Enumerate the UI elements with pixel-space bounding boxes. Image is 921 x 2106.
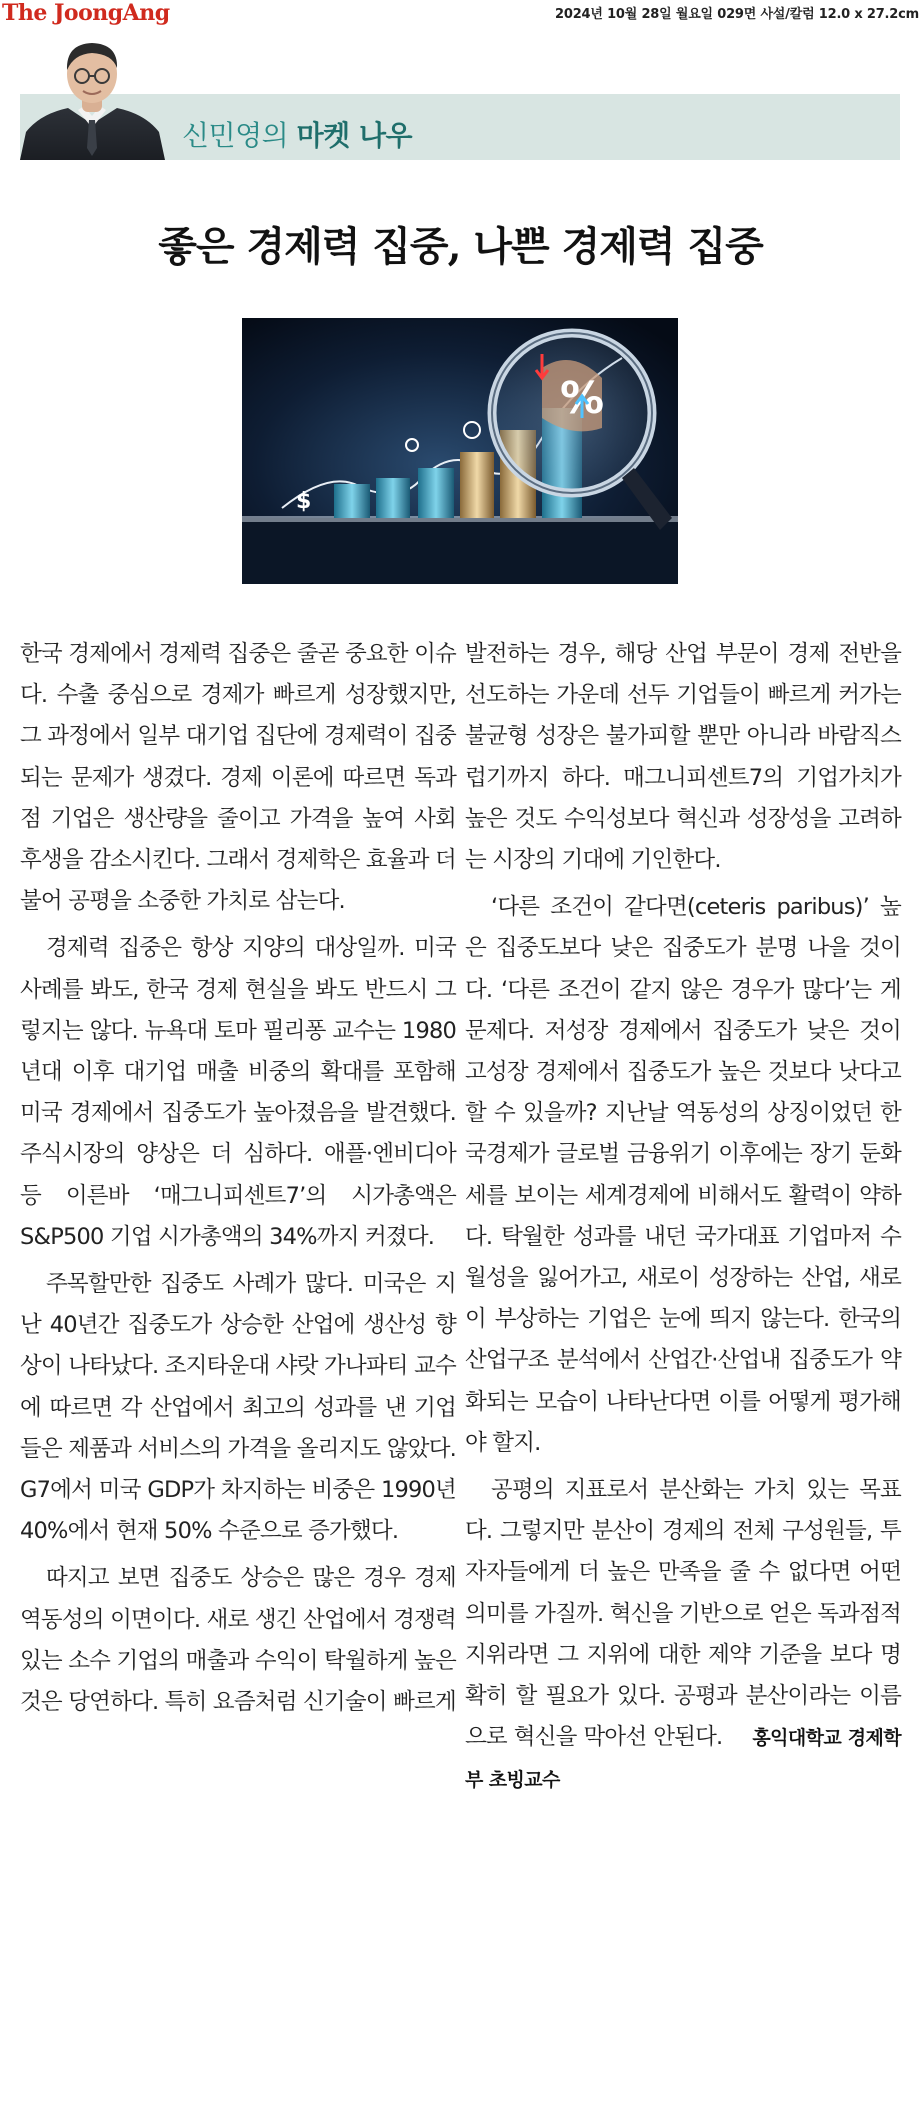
column-name — [182, 114, 412, 154]
paragraph: 주목할만한 집중도 사례가 많다. 미국은 지난 40년간 집중도가 상승한 산업에 생산성 향상이 나타났다. 조지타운대 샤랏 가나파티 교수에 따르면 각 산업에서 최고의 성과를 낸 기업들은 제품과 서비스의 가격을 올리지도 않았다. G7에서 미국 GDP가 차지하는 비중은 1990년 40%에서 현재 50% 수준으로 증가했다. — [20, 1271, 456, 1545]
author-prefix: 신민영의 — [182, 119, 297, 152]
paragraph: 경제력 집중은 항상 지양의 대상일까. 미국 사례를 봐도, 한국 경제 현실을 봐도 반드시 그렇지는 않다. 뉴욕대 토마 필리퐁 교수는 1980년대 이후 대기업 매출 비중의 확대를 포함해 미국 경제에서 집중도가 높아졌음을 발견했다. 주식시장의 양상은 더 심하다. 애플·엔비디아 등 이른바 ‘매그니피센트7’의 시가총액은 S&P500 기업 시가총액의 34%까지 커졌다. — [20, 935, 456, 1250]
newspaper-logo: The JoongAng — [2, 0, 170, 26]
paragraph: 따지고 보면 집중도 상승은 많은 경우 경제 역동성의 이면이다. 새로 생긴 산업에서 경쟁력 있는 소수 기업의 매출과 수익이 탁월하게 높은 것은 당연하다. 특히 요즘처럼 신기술이 빠르게 — [20, 1565, 456, 1716]
headline: 좋은 경제력 집중, 나쁜 경제력 집중 — [158, 223, 763, 270]
author-portrait — [20, 28, 165, 160]
masthead — [0, 0, 921, 30]
column-title: 마켓 나우 — [296, 119, 413, 152]
dateline: 2024년 10월 28일 월요일 029면 사설/칼럼 12.0 x 27.2cm — [555, 7, 919, 22]
body-column-left — [20, 634, 456, 1729]
paragraph — [465, 1470, 901, 1802]
dollar-symbol: $ — [296, 489, 312, 514]
paragraph: ‘다른 조건이 같다면(ceteris paribus)’ 높은 집중도보다 낮은 집중도가 분명 나을 것이다. ‘다른 조건이 같지 않은 경우가 많다’는 게 문제다. 저성장 경제에서 집중도가 낮은 것이 고성장 경제에서 집중도가 높은 것보다 낫다고 할 수 있을까? 지난날 역동성의 상징이었던 한국경제가 글로벌 금융위기 이후에는 장기 둔화세를 보이는 세계경제에 비해서도 활력이 약하다. 탁월한 성과를 내던 국가대표 기업마저 수월성을 잃어가고, 새로이 성장하는 산업, 새로이 부상하는 기업은 눈에 띄지 않는다. 한국의 산업구조 분석에서 산업간·산업내 집중도가 약화되는 모습이 나타난다면 이를 어떻게 평가해야 할지. — [465, 894, 901, 1456]
author-byline: 홍익대학교 경제학부 초빙교수 — [465, 1727, 901, 1792]
body-column-right — [465, 634, 901, 1808]
paragraph: 한국 경제에서 경제력 집중은 줄곧 중요한 이슈다. 수출 중심으로 경제가 빠르게 성장했지만, 그 과정에서 일부 대기업 집단에 경제력이 집중되는 문제가 생겼다. 경제 이론에 따르면 독과점 기업은 생산량을 줄이고 가격을 높여 사회 후생을 감소시킨다. 그래서 경제학은 효율과 더불어 공평을 소중한 가치로 삼는다. — [20, 641, 456, 915]
paragraph-text: 공평의 지표로서 분산화는 가치 있는 목표다. 그렇지만 분산이 경제의 전체 구성원들, 투자자들에게 더 높은 만족을 줄 수 없다면 어떤 의미를 가질까. 혁신을 기반으로 얻은 독과점적 지위라면 그 지위에 대한 제약 기준을 보다 명확히 할 필요가 있다. 공평과 분산이라는 이름으로 혁신을 막아선 안된다. — [465, 1477, 901, 1751]
paragraph: 발전하는 경우, 해당 산업 부문이 경제 전반을 선도하는 가운데 선두 기업들이 빠르게 커가는 불균형 성장은 불가피할 뿐만 아니라 바람직스럽기까지 하다. 매그니피센트7의 기업가치가 높은 것도 수익성보다 혁신과 성장성을 고려하는 시장의 기대에 기인한다. — [465, 641, 901, 874]
percent-symbol: % — [560, 373, 605, 424]
article-photo — [242, 318, 678, 584]
